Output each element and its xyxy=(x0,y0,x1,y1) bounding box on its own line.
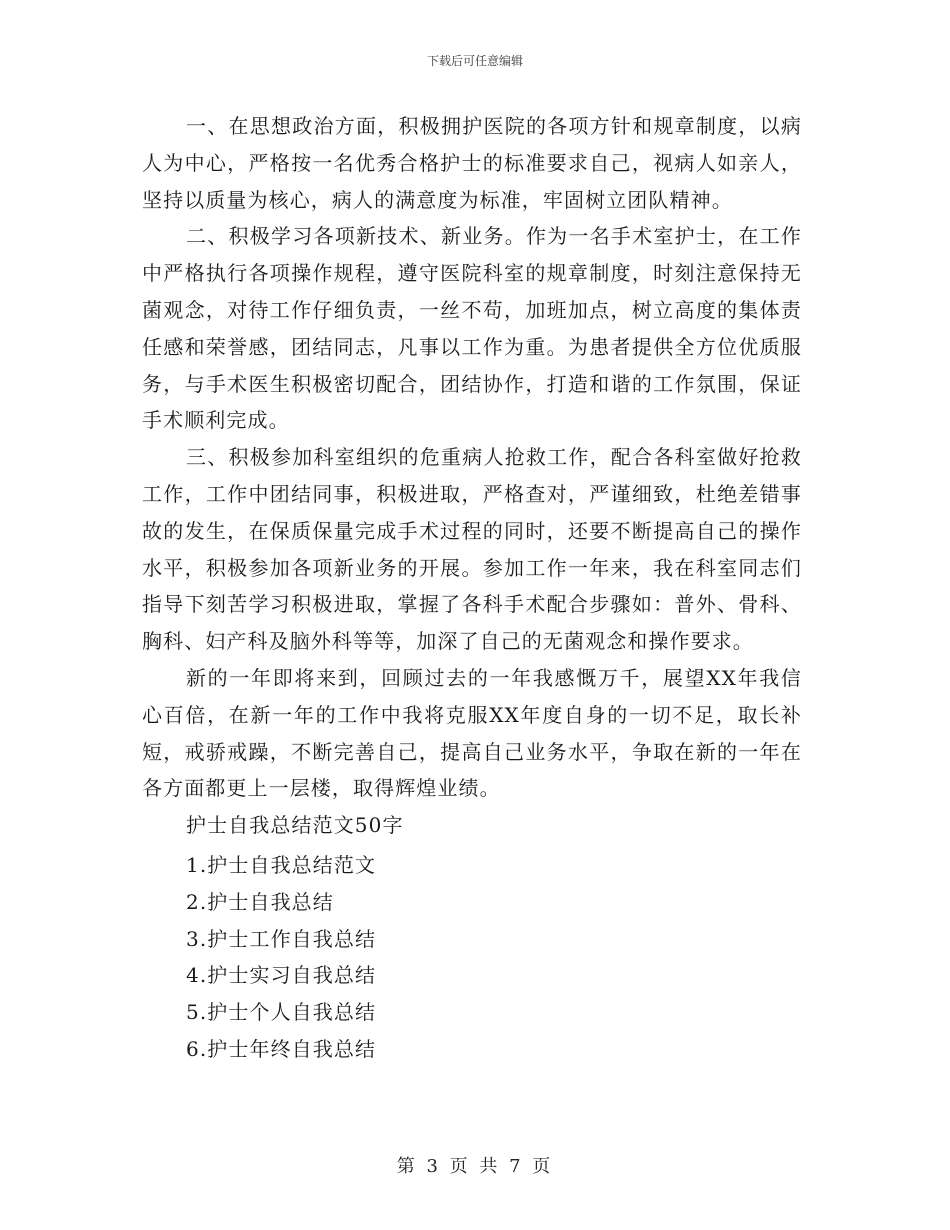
list-item: 3.护士工作自我总结 xyxy=(186,926,377,951)
paragraph-new-year: 新的一年即将来到，回顾过去的一年我感慨万千，展望XX年我信心百倍，在新一年的工作中我将克服XX年度自身的一切不足，取长补短，戒骄戒躁，不断完善自己，提高自己业务水平，争取在新的一年在各方面都更上一层楼，取得辉煌业绩。 xyxy=(142,665,802,801)
related-articles-list xyxy=(142,807,802,1068)
list-item: 1.护士自我总结范文 xyxy=(186,852,377,877)
paragraph-skills: 二、积极学习各项新技术、新业务。作为一名手术室护士，在工作中严格执行各项操作规程，遵守医院科室的规章制度，时刻注意保持无菌观念，对待工作仔细负责，一丝不苟，加班加点，树立高度的集体责任感和荣誉感，团结同志，凡事以工作为重。为患者提供全方位优质服务，与手术医生积极密切配合，团结协作，打造和谐的工作氛围，保证手术顺利完成。 xyxy=(142,224,802,433)
document-body xyxy=(142,108,802,1068)
list-item: 4.护士实习自我总结 xyxy=(186,963,377,988)
list-item: 6.护士年终自我总结 xyxy=(186,1036,377,1061)
page-header-note: 下载后可任意编辑 xyxy=(426,54,523,68)
paragraph-rescue: 三、积极参加科室组织的危重病人抢救工作，配合各科室做好抢救工作，工作中团结同事，积极进取，严格查对，严谨细致，杜绝差错事故的发生，在保质保量完成手术过程的同时，还要不断提高自己的操作水平，积极参加各项新业务的开展。参加工作一年来，我在科室同志们指导下刻苦学习积极进取，掌握了各科手术配合步骤如：普外、骨科、胸科、妇产科及脑外科等等，加深了自己的无菌观念和操作要求。 xyxy=(142,445,802,654)
list-item: 2.护士自我总结 xyxy=(186,889,334,914)
page-number: 第 3 页 共 7 页 xyxy=(396,1156,554,1177)
paragraph-political: 一、在思想政治方面，积极拥护医院的各项方针和规章制度，以病人为中心，严格按一名优秀合格护士的标准要求自己，视病人如亲人，坚持以质量为核心，病人的满意度为标准，牢固树立团队精神。 xyxy=(142,114,802,212)
list-item: 5.护士个人自我总结 xyxy=(186,1000,377,1025)
related-articles-title: 护士自我总结范文50字 xyxy=(186,813,404,838)
